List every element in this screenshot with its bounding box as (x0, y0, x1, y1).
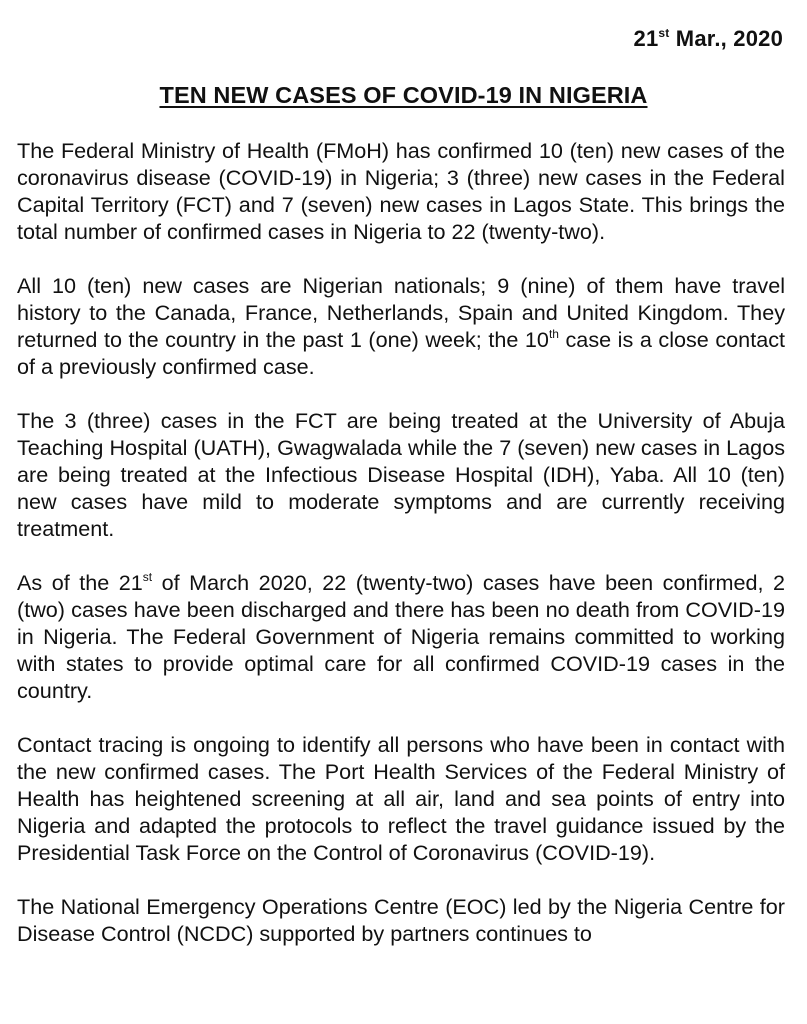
paragraph-status-update (17, 569, 785, 704)
paragraph-treatment: The 3 (three) cases in the FCT are being treated at the University of Abuja Teaching Hospital (UATH), Gwagwalada while the 7 (seven) new cases in Lagos are being treated at the Infectious Disease Hospital (IDH), Yaba. All 10 (ten) new cases have mild to moderate symptoms and are currently receiving treatment. (17, 407, 785, 542)
paragraph-status-update-text-b: of March 2020, 22 (twenty-two) cases have been confirmed, 2 (two) cases have been discharged and there has been no death from COVID-19 in Nigeria. The Federal Government of Nigeria remains committed to working with states to provide optimal care for all confirmed COVID-19 cases in the country. (17, 569, 786, 704)
paragraph-status-update-text-a: As of the 21 (17, 569, 143, 595)
document-title: TEN NEW CASES OF COVID-19 IN NIGERIA (159, 82, 648, 108)
press-release-date (634, 26, 783, 52)
date-day: 21 (633, 26, 659, 51)
document-body (17, 137, 785, 973)
ordinal-suffix: th (548, 327, 559, 342)
paragraph-eoc: The National Emergency Operations Centre (EOC) led by the Nigeria Centre for Disease Control (NCDC) supported by partners continues to (17, 893, 785, 946)
date-suffix: st (658, 26, 670, 40)
date-rest: Mar., 2020 (669, 26, 783, 51)
ordinal-suffix: st (142, 569, 153, 584)
paragraph-travel-history (17, 272, 785, 380)
paragraph-travel-history-text-b: case is a close contact of a previously confirmed case. (17, 327, 785, 380)
paragraph-travel-history-text-a: All 10 (ten) new cases are Nigerian nationals; 9 (nine) of them have travel history to the Canada, France, Netherlands, Spain and United Kingdom. They returned to the country in the past 1 (one) week; the 10 (17, 272, 785, 353)
paragraph-contact-tracing: Contact tracing is ongoing to identify all persons who have been in contact with the new confirmed cases. The Port Health Services of the Federal Ministry of Health has heightened screening at all air, land and sea points of entry into Nigeria and adapted the protocols to reflect the travel guidance issued by the Presidential Task Force on the Control of Coronavirus (COVID-19). (17, 731, 785, 866)
paragraph-confirmed-cases: The Federal Ministry of Health (FMoH) has confirmed 10 (ten) new cases of the coronavirus disease (COVID-19) in Nigeria; 3 (three) new cases in the Federal Capital Territory (FCT) and 7 (seven) new cases in Lagos State. This brings the total number of confirmed cases in Nigeria to 22 (twenty-two). (17, 138, 785, 245)
